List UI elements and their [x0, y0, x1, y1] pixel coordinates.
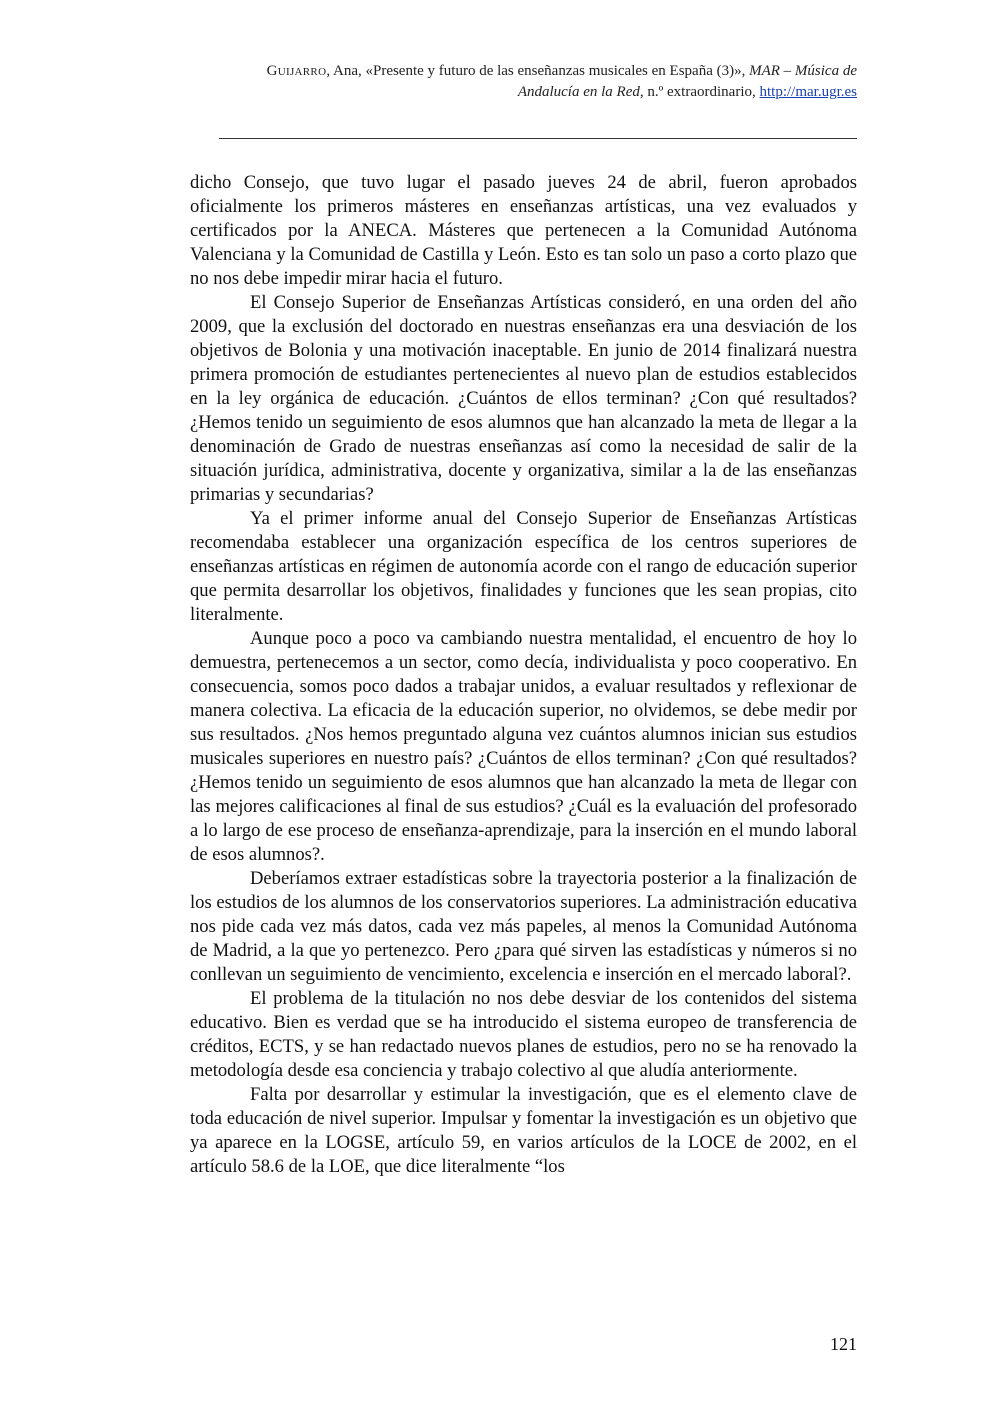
header-citation-line-2 — [190, 82, 857, 103]
paragraph: dicho Consejo, que tuvo lugar el pasado jueves 24 de abril, fueron aprobados oficialmente los primeros másteres en enseñanzas artísticas, una vez evaluados y certificados por la ANECA. Másteres que pertenecen a la Comunidad Autónoma Valenciana y la Comunidad de Castilla y León. Esto es tan solo un paso a corto plazo que no nos debe impedir mirar hacia el futuro. — [190, 172, 857, 289]
issue-info: , n.º extraordinario, — [639, 84, 760, 100]
journal-name-part-1: MAR – Música de — [749, 63, 857, 79]
paragraph: Falta por desarrollar y estimular la investigación, que es el elemento clave de toda educación de nivel superior. Impulsar y fomentar la investigación es un objetivo que ya aparece en la LOGSE, artículo 59, en varios artículos de la LOCE de 2002, en el artículo 58.6 de la LOE, que dice literalmente “los — [190, 1084, 857, 1177]
page-number: 121 — [830, 1334, 857, 1354]
journal-url-link[interactable]: http://mar.ugr.es — [759, 84, 857, 100]
paragraph: El Consejo Superior de Enseñanzas Artísticas consideró, en una orden del año 2009, que la exclusión del doctorado en nuestras enseñanzas era una desviación de los objetivos de Bolonia y una motivación inaceptable. En junio de 2014 finalizará nuestra primera promoción de estudiantes pertenecientes al nuevo plan de estudios establecidos en la ley orgánica de educación. ¿Cuántos de ellos terminan? ¿Con qué resultados? ¿Hemos tenido un seguimiento de esos alumnos que han alcanzado la meta de llegar a la denominación de Grado de nuestras enseñanzas así como la necesidad de salir de la situación jurídica, administrativa, docente y organizativa, similar a la de las enseñanzas primarias y secundarias? — [190, 292, 857, 505]
paragraph: Ya el primer informe anual del Consejo Superior de Enseñanzas Artísticas recomendaba establecer una organización específica de los centros superiores de enseñanzas artísticas en régimen de autonomía acorde con el rango de educación superior que permita desarrollar los objetivos, finalidades y funciones que les sean propias, cito literalmente. — [190, 508, 857, 625]
author-surname: Guijarro — [266, 63, 327, 79]
running-header — [190, 61, 857, 103]
journal-name-part-2: Andalucía en la Red — [517, 84, 640, 100]
paragraph: El problema de la titulación no nos debe desviar de los contenidos del sistema educativo. Bien es verdad que se ha introducido el sistema europeo de transferencia de créditos, ECTS, y se han redactado nuevos planes de estudios, pero no se ha renovado la metodología desde esa conciencia y trabajo colectivo al que aludía anteriormente. — [190, 988, 857, 1081]
author-and-title: , Ana, «Presente y futuro de las enseñanzas musicales en España (3)», — [326, 63, 750, 79]
body-text — [190, 171, 857, 1179]
header-divider — [219, 138, 857, 139]
paragraph: Deberíamos extraer estadísticas sobre la trayectoria posterior a la finalización de los estudios de los alumnos de los conservatorios superiores. La administración educativa nos pide cada vez más datos, cada vez más papeles, al menos la Comunidad Autónoma de Madrid, a la que yo pertenezco. Pero ¿para qué sirven las estadísticas y números si no conllevan un seguimiento de vencimiento, excelencia e inserción en el mercado laboral?. — [190, 868, 857, 985]
header-citation-line-1 — [190, 61, 857, 82]
paragraph: Aunque poco a poco va cambiando nuestra mentalidad, el encuentro de hoy lo demuestra, pertenecemos a un sector, como decía, individualista y poco cooperativo. En consecuencia, somos poco dados a trabajar unidos, a evaluar resultados y reflexionar de manera colectiva. La eficacia de la educación superior, no olvidemos, se debe medir por sus resultados. ¿Nos hemos preguntado alguna vez cuántos alumnos inician sus estudios musicales superiores en nuestro país? ¿Cuántos de ellos terminan? ¿Con qué resultados? ¿Hemos tenido un seguimiento de esos alumnos que han alcanzado la meta de llegar con las mejores calificaciones al final de sus estudios? ¿Cuál es la evaluación del profesorado a lo largo de ese proceso de enseñanza-aprendizaje, para la inserción en el mundo laboral de esos alumnos?. — [190, 628, 857, 865]
